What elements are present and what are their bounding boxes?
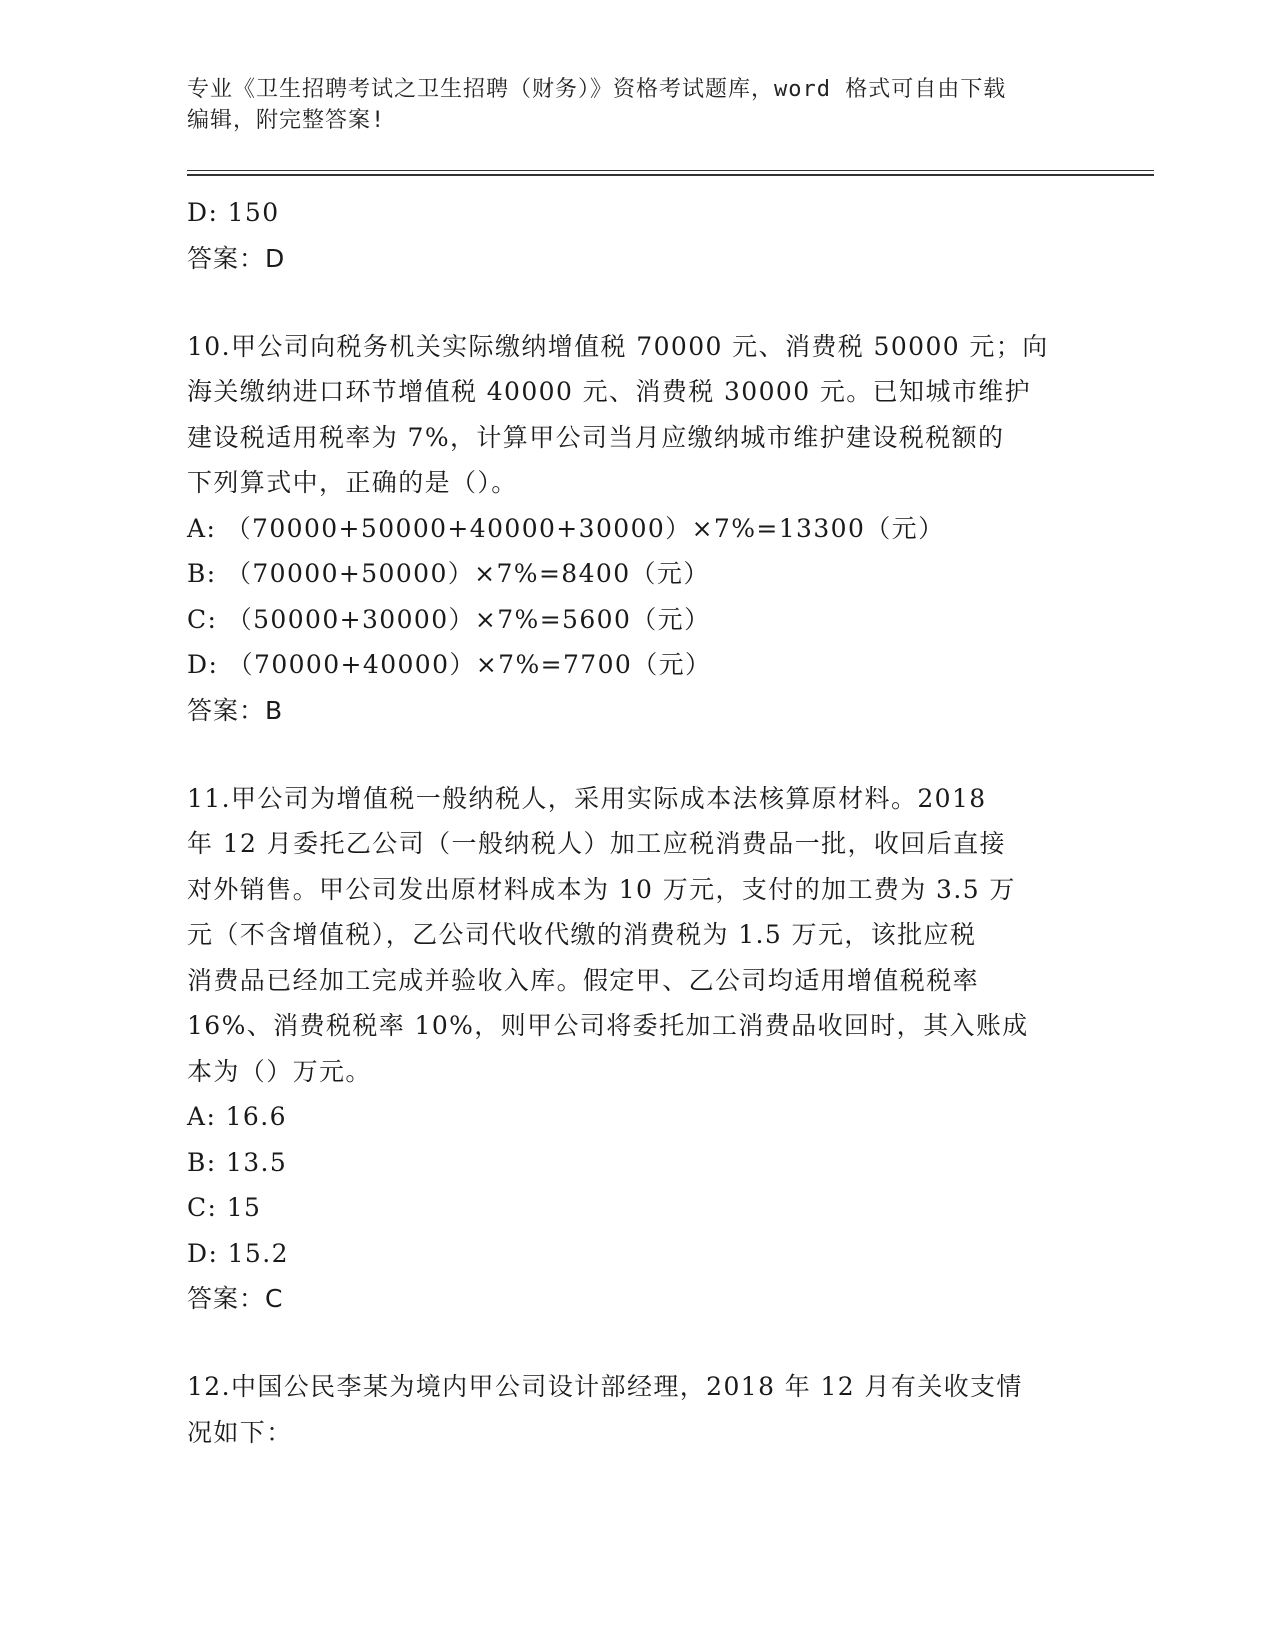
- question-stem: [187, 324, 1067, 506]
- question-content: [187, 190, 1067, 1455]
- stem-line: 年 12 月委托乙公司（一般纳税人）加工应税消费品一批，收回后直接: [187, 829, 1006, 858]
- header-divider-thick: [187, 174, 1154, 176]
- option-a: A: （70000+50000+40000+30000）×7%=13300（元）: [187, 513, 945, 543]
- question-9-tail: [187, 190, 1067, 281]
- option-c: C: 15: [187, 1193, 262, 1222]
- spacer: [187, 281, 1067, 324]
- stem-line: 12.中国公民李某为境内甲公司设计部经理，2018 年 12 月有关收支情: [187, 1372, 1023, 1401]
- header-line: 专业《卫生招聘考试之卫生招聘（财务）》资格考试题库，word 格式可自由下载: [187, 77, 1007, 102]
- stem-line: 10.甲公司向税务机关实际缴纳增值税 70000 元、消费税 50000 元；向: [187, 331, 1049, 361]
- stem-line: 建设税适用税率为 7%，计算甲公司当月应缴纳城市维护建设税税额的: [187, 422, 1005, 452]
- stem-line: 海关缴纳进口环节增值税 40000 元、消费税 30000 元。已知城市维护: [187, 377, 1032, 406]
- stem-line: 对外销售。甲公司发出原材料成本为 10 万元，支付的加工费为 3.5 万: [187, 874, 1016, 904]
- option-b: B: （70000+50000）×7%=8400（元）: [187, 559, 710, 588]
- answer-line: 答案：B: [187, 695, 284, 725]
- question-12: [187, 1364, 1067, 1455]
- options-list: [187, 1094, 1067, 1276]
- stem-line: 11.甲公司为增值税一般纳税人，采用实际成本法核算原材料。2018: [187, 783, 987, 813]
- header-divider-thin: [187, 170, 1154, 171]
- stem-line: 本为（）万元。: [187, 1056, 372, 1086]
- stem-line: 消费品已经加工完成并验收入库。假定甲、乙公司均适用增值税税率: [187, 965, 980, 995]
- stem-line: 下列算式中，正确的是（）。: [187, 468, 518, 497]
- question-10: [187, 324, 1067, 733]
- option-c: C: （50000+30000）×7%=5600（元）: [187, 604, 711, 634]
- option-a: A: 16.6: [187, 1102, 287, 1131]
- spacer: [187, 1321, 1067, 1364]
- header-line: 编辑，附完整答案!: [187, 108, 386, 133]
- question-stem: [187, 776, 1067, 1095]
- question-11: [187, 776, 1067, 1322]
- option-d: D: 15.2: [187, 1238, 289, 1268]
- document-header: [187, 74, 1067, 136]
- option-d: D: 150: [187, 198, 280, 227]
- question-stem: [187, 1364, 1067, 1455]
- option-b: B: 13.5: [187, 1147, 288, 1177]
- stem-line: 元（不含增值税），乙公司代收代缴的消费税为 1.5 万元，该批应税: [187, 920, 977, 949]
- answer-line: 答案：C: [187, 1284, 284, 1313]
- option-d: D: （70000+40000）×7%=7700（元）: [187, 650, 712, 679]
- options-list: [187, 506, 1067, 688]
- stem-line: 16%、消费税税率 10%，则甲公司将委托加工消费品收回时，其入账成: [187, 1011, 1029, 1040]
- stem-line: 况如下：: [187, 1417, 293, 1447]
- answer-line: 答案：D: [187, 243, 286, 273]
- spacer: [187, 733, 1067, 776]
